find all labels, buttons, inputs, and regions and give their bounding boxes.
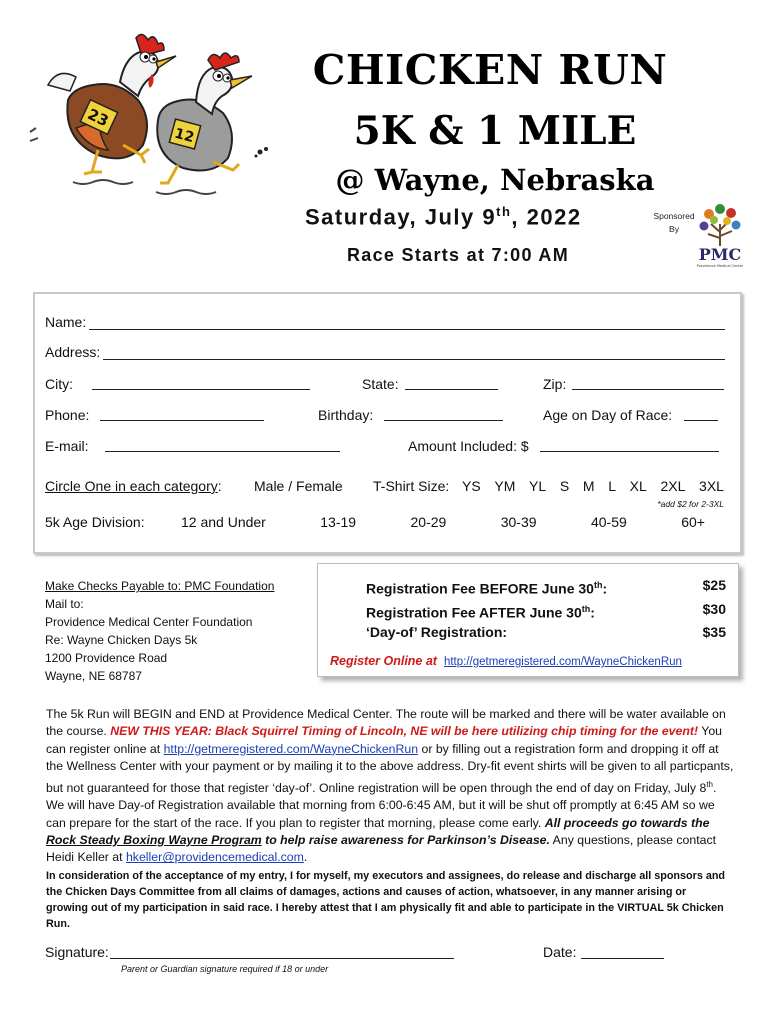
name-row <box>45 314 725 330</box>
liability-waiver: In consideration of the acceptance of my entry, I for myself, my executors and assignees, do release and discharge all sponsors and the Chicken Days Committee from all claims of damages, actions and causes of action, whatsoever, in any manner arising or growing out of my participation in said race. I hereby attest that I am physically fit and able to participate in the VIRTUAL 5k Chicken Run. <box>46 870 726 930</box>
desc-part3: or by filling out a registration form and dropping it off at the Wellness Center with your payment or by mailing it to the above address. Dry-fit event shirts will be given to all particpants, but not guaranteed for those that register ‘day-of’. Online registration will be open through the end of day on Friday, July 8 <box>46 741 734 795</box>
tshirt-size-option[interactable]: 3XL <box>699 478 724 494</box>
email-field[interactable] <box>105 451 340 452</box>
city-field[interactable] <box>92 389 310 390</box>
register-online-row <box>330 654 682 668</box>
address-field[interactable] <box>103 344 725 360</box>
amount-field[interactable] <box>540 451 719 452</box>
date-label: Date: <box>543 944 577 960</box>
zip-field[interactable] <box>572 389 724 390</box>
register-online-label: Register Online at <box>330 654 437 668</box>
phone-label: Phone: <box>45 407 90 423</box>
mail-info <box>45 577 274 685</box>
fee-row-dayof <box>366 622 726 642</box>
signature-field[interactable] <box>110 958 454 959</box>
state-field[interactable] <box>405 389 498 390</box>
date-field[interactable] <box>581 958 664 959</box>
age-division-label: 5k Age Division: <box>45 514 145 530</box>
age-division-option[interactable]: 13-19 <box>320 514 357 530</box>
age-division-option[interactable]: 60+ <box>681 514 705 530</box>
runner1-bib-number: 23 <box>84 105 112 131</box>
chicken-runners-illustration <box>28 30 288 200</box>
state-label: State: <box>362 376 399 392</box>
race-start-time: Race Starts at 7:00 AM <box>347 245 570 265</box>
name-field[interactable] <box>89 314 725 330</box>
age-label: Age on Day of Race: <box>543 407 673 423</box>
age-division-option[interactable]: 30-39 <box>500 514 537 530</box>
proceeds-program: Rock Steady Boxing Wayne Program <box>46 832 262 847</box>
mail-street: 1200 Providence Road <box>45 651 168 665</box>
zip-label: Zip: <box>543 376 567 392</box>
event-title: CHICKEN RUN <box>312 46 668 94</box>
desc-part2: You can register online at <box>46 724 723 756</box>
fee-after-label: Registration Fee AFTER June 30th: <box>366 603 595 621</box>
event-date <box>305 204 635 230</box>
proceeds-text2: to help raise awareness for Parkinson’s Disease. <box>261 832 550 847</box>
mail-to-label: Mail to: <box>45 597 84 611</box>
guardian-signature-note: Parent or Guardian signature required if 18 or under <box>121 964 329 974</box>
contact-email-link[interactable]: hkeller@providencemedical.com <box>125 850 304 865</box>
pmc-logo-subtext: Providence Medical Center <box>696 264 744 268</box>
age-division-option[interactable]: 12 and Under <box>181 514 266 530</box>
tshirt-size-option[interactable]: L <box>608 478 616 494</box>
pmc-tree-icon <box>700 204 741 246</box>
name-label: Name: <box>45 314 87 330</box>
event-date-main: Saturday, July 9 <box>305 204 497 230</box>
tshirt-size-option[interactable]: 2XL <box>660 478 686 494</box>
desc-part3-sup: th <box>706 779 713 789</box>
event-location: @ Wayne, Nebraska <box>335 163 655 197</box>
event-distances: 5K & 1 MILE <box>353 108 637 154</box>
circle-one-text: Circle One in each category <box>45 478 218 494</box>
fee-dayof-price: $35 <box>702 624 726 641</box>
mail-city-zip: Wayne, NE 68787 <box>45 669 142 683</box>
mail-org: Providence Medical Center Foundation <box>45 615 253 629</box>
age-field[interactable] <box>684 420 718 421</box>
desc-part1: The 5k Run will BEGIN and END at Providence Medical Center. The route will be marked and there will be water available on the course. <box>46 707 726 739</box>
desc-part5: Any questions, please contact Heidi Keller at <box>46 832 717 865</box>
address-label: Address: <box>45 344 101 360</box>
desc-part4: . We will have Day-of Registration available that morning from 6:00-6:45 AM, but it will be shut off promptly at 6:45 AM so we can prepare for the start of the race. If you plan to register that morning, please come early. <box>46 780 717 830</box>
new-this-year-text: NEW THIS YEAR: Black Squirrel Timing of Lincoln, NE will be here utilizing chip timing for the event! <box>110 724 699 739</box>
register-online-link[interactable]: http://getmeregistered.com/WayneChickenRun <box>443 656 682 668</box>
phone-field[interactable] <box>100 420 264 421</box>
desc-part6: . <box>303 850 308 865</box>
tshirt-size-options <box>462 478 724 494</box>
race-description <box>46 706 734 867</box>
event-date-year: , 2022 <box>511 204 582 230</box>
birthday-label: Birthday: <box>318 407 374 423</box>
checks-payable-label: Make Checks Payable to: PMC Foundation <box>45 579 275 593</box>
proceeds-text1: All proceeds go towards the <box>544 815 710 830</box>
gender-options[interactable]: Male / Female <box>254 478 343 494</box>
description-register-link[interactable]: http://getmeregistered.com/WayneChickenRun <box>163 741 419 756</box>
age-division-option[interactable]: 20-29 <box>410 514 447 530</box>
city-label: City: <box>45 376 73 392</box>
circle-one-label <box>45 478 222 494</box>
fee-dayof-label: ‘Day-of’ Registration: <box>366 624 508 641</box>
signature-label: Signature: <box>45 944 109 960</box>
fee-before-price: $25 <box>702 577 726 593</box>
fee-row-before <box>366 575 726 599</box>
birthday-field[interactable] <box>384 420 503 421</box>
tshirt-size-option[interactable]: YS <box>462 478 481 494</box>
tshirt-size-option[interactable]: M <box>582 478 595 494</box>
sponsored-by-label <box>648 210 700 236</box>
fee-before-label: Registration Fee BEFORE June 30th: <box>366 580 608 597</box>
circle-one-colon: : <box>217 478 222 494</box>
fee-table <box>366 575 726 642</box>
tshirt-size-label: T-Shirt Size: <box>373 478 450 494</box>
tshirt-price-note: *add $2 for 2-3XL <box>657 499 724 509</box>
fee-row-after <box>366 599 726 623</box>
runner-chicken-12 <box>157 53 268 183</box>
email-label: E-mail: <box>45 438 89 454</box>
tshirt-size-option[interactable]: XL <box>629 478 647 494</box>
fee-after-price: $30 <box>702 600 726 617</box>
pmc-logo-text: PMC <box>698 245 742 264</box>
mail-re: Re: Wayne Chicken Days 5k <box>45 633 198 647</box>
tshirt-size-option[interactable]: YM <box>494 478 516 494</box>
tshirt-size-option[interactable]: S <box>559 478 570 494</box>
runner-chicken-23 <box>48 34 176 174</box>
age-division-option[interactable]: 40-59 <box>590 514 627 530</box>
address-row <box>45 344 725 360</box>
age-division-options <box>181 514 705 530</box>
by-text: By <box>669 224 679 234</box>
runner2-bib-number: 12 <box>172 125 196 147</box>
event-date-sup: th <box>496 204 512 219</box>
amount-label: Amount Included: $ <box>408 438 529 454</box>
sponsored-text: Sponsored <box>653 211 695 221</box>
pmc-logo <box>696 200 744 270</box>
tshirt-size-option[interactable]: YL <box>529 478 547 494</box>
